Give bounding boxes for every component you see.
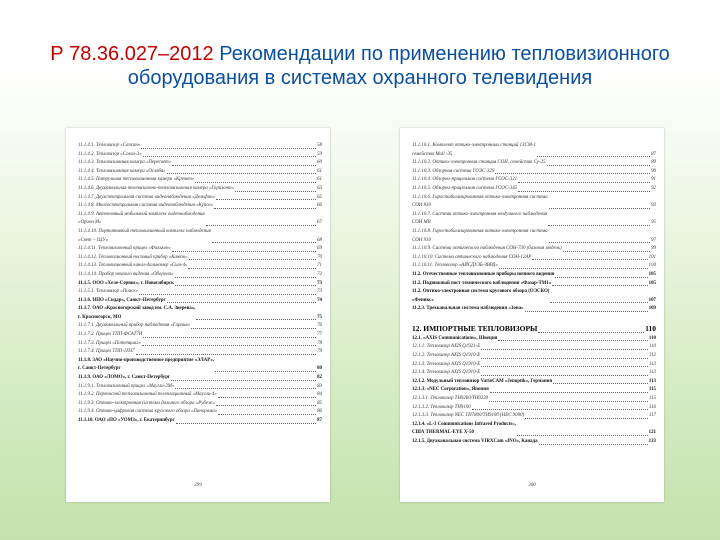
toc-entry-text: 11.1.10.6. Гиростабилизированная оптико-электронная система СОН 830 [412,194,548,209]
toc-entry-text: 11.1.5. ООО «Хеле-Сервис», г. Новосибирск [78,280,174,286]
toc-entry [412,412,656,421]
toc-entry-page: 121 [648,430,656,436]
toc-entry-text: 11.2.3. Трехканальная система наблюдения «Зона» [412,306,524,312]
toc-entry-page: 61 [317,168,322,174]
toc-entry-page: 83 [317,383,322,389]
toc-entry [78,159,322,168]
toc-entry-text: 12.1.3.1. Тепловизор ТН9260/ТН9230 [412,396,489,402]
toc-leader-dots [143,156,317,157]
toc-entry-text: 11.1.4.12. Тепловизионный носимый прибор «Канюк» [78,254,188,260]
toc-entry [412,378,656,387]
toc-entry [78,400,322,409]
toc-entry-text: 12.1.3.2. Тепловизор ТН9100 [412,404,471,410]
toc-entry-text: 11.1.10.10. Система оптического наблюдения СОН-12АР [412,254,532,260]
toc-entry-text: 11.1.4.5. Патрульная тепловизионная камера «Кречет» [78,177,195,183]
toc-entry-text: 11.1.4.1. Тепловизор «Сапсан» [78,143,141,148]
toc-leader-dots [171,380,316,381]
toc-entry-page: 105 [648,271,656,277]
toc-entry [412,228,656,245]
toc-leader-dots [481,366,648,367]
toc-leader-dots [172,165,316,166]
toc-leader-dots [141,148,316,149]
toc-entry-page: 58 [317,143,322,148]
toc-leader-dots [216,199,316,200]
toc-entry-page: 110 [648,335,656,341]
toc-leader-dots [537,156,650,157]
toc-entry-page: 71 [317,263,322,269]
toc-entry-page: 109 [648,306,656,312]
toc-entry-page: 115 [648,387,656,393]
toc-entry-page: 84 [317,392,322,398]
toc-leader-dots [549,208,651,209]
toc-entry-page: 89 [651,160,656,166]
toc-entry-page: 117 [649,413,656,419]
toc-entry [412,159,656,168]
toc-entry-page: 85 [317,400,322,406]
toc-entry-page: 72 [317,271,322,277]
toc-leader-dots [206,225,317,226]
toc-leader-dots [218,397,316,398]
toc-list-left [78,142,322,426]
toc-entry [78,374,322,383]
toc-entry [412,352,656,361]
toc-entry-page: 104 [648,263,656,269]
toc-entry [78,391,322,400]
toc-entry-text: 11.1.10.9. Система оптического наблюдения СОН-730 (базовая модель) [412,246,562,252]
toc-entry-page: 107 [648,297,656,303]
toc-entry [412,280,656,289]
toc-entry [78,322,322,331]
toc-entry [78,245,322,254]
toc-entry-page: 92 [651,185,656,191]
toc-leader-dots [525,311,648,312]
toc-entry-text: 11.1.4.13. Тепловизионный канал-дальномер «Сыч-4» [78,263,188,269]
toc-leader-dots [235,191,316,192]
toc-entry-text: 11.1.7.2. Прицел ТПП-ФСАТ7И [78,332,143,338]
toc-entry-text: 11.1.8. ЗАО «Научно-производственное предприятие «ЭЛАР», г. Санкт-Петербург [78,357,214,372]
toc-entry-text: 11.1.4.10. Портативный тепловизионный комплекс наблюдения «Свет – 1ЦУ» [78,228,211,243]
toc-entry-page: 91 [651,177,656,183]
toc-entry-text: 11.1.10.11. Тепловизор «АЙСДУЗЬ-ЗВРД» [412,263,498,269]
toc-leader-dots [196,319,316,320]
toc-entry-page: 116 [649,404,656,410]
toc-entry [78,142,322,151]
toc-entry-text: 11.1.4.2. Тепловизор «Сокол-3» [78,151,142,157]
page-number-right: 300 [528,483,536,488]
toc-entry [78,151,322,160]
toc-entry-text: 12.1.1. Тепловизор AXIS Q1921-E [412,344,481,350]
toc-entry-text: 11.1.10.8. Гиростабилизированная оптико-электронная система СОН 910 [412,228,548,243]
toc-entry-page: 75 [317,314,322,320]
toc-leader-dots [191,328,316,329]
toc-entry [412,211,656,228]
toc-entry-page: 133 [648,439,656,444]
toc-leader-dots [518,182,650,183]
toc-entry [412,168,656,177]
toc-entry [78,228,322,245]
toc-entry [412,142,656,159]
toc-entry [78,331,322,340]
toc-entry [412,404,656,413]
toc-leader-dots [216,405,316,406]
toc-entry [412,245,656,254]
toc-entry-page: 87 [317,418,322,423]
toc-entry-text: 11.1.5.1. Тепловизор «Поиск» [78,289,139,295]
toc-entry-text: 11.1.9.1. Тепловизионный прицел «Маугли-2М» [78,383,175,389]
toc-entry-text: 12.1.3.3. Тепловизор NEC ТН7800/ТН9100 (НЕС 9000) [412,413,525,419]
toc-entry-text: 11.2. Оптико-электронная система кругового обзора (ОЭСКО) «Феникс» [412,289,550,303]
toc-leader-dots [212,242,316,243]
toc-leader-dots [218,414,316,415]
toc-entry-page: 93 [651,203,656,209]
toc-entry-text: 11.1.4.11. Тепловизионный прицел «Фалькон» [78,246,171,252]
toc-entry [78,262,322,271]
toc-entry [78,408,322,417]
toc-entry-page: 61 [317,177,322,183]
toc-leader-dots [139,294,316,295]
toc-entry [78,288,322,297]
toc-entry-text: 11.1.9.2. Переносной тепловизионный пеленгационный «Маугли-4» [78,392,217,398]
toc-leader-dots [539,444,648,445]
toc-entry-text: 11.1.9.4. Оптико-цифровая система кругового обзора «Панорама» [78,409,218,415]
toc-entry-text: 11.1.9. ОАО «ЛОМО», г. Санкт-Петербург [78,375,171,381]
toc-entry-text: 11.1.10.5. Обзорно-прицельная система ГОЭС-345 [412,185,518,191]
toc-entry [78,185,322,194]
toc-leader-dots [517,435,648,436]
toc-leader-dots [172,251,316,252]
toc-entry-text: 11.1.7.3. Прицел «Потенциал» [78,340,141,346]
toc-leader-dots [167,302,316,303]
toc-entry [412,288,656,305]
toc-entry-text: 11.2. Подвижный пост технического наблюдения «Фазар-ТМ1» [412,280,552,286]
toc-entry-text: 12.1.4. «L-3 Communications Infrared Products», США THERMAL-EYE X-50 [412,421,516,436]
toc-entry [78,280,322,289]
toc-entry-text: 11.1.6. НПО «Сидар», Санкт–Петербург [78,297,166,303]
toc-entry-page: 79 [317,349,322,355]
toc-entry-page: 87 [651,151,656,157]
toc-entry-page: 65 [317,194,322,200]
toc-entry-text: 11.1.10. ОАО «ПО «УОМЗ», г. Екатеринбург [78,418,175,423]
toc-entry-text: 11.1.4.14. Прибор ночного видения «Оборона» [78,271,174,277]
toc-entry [412,335,656,344]
toc-entry [412,395,656,404]
toc-entry [78,297,322,306]
toc-entry-page: 63 [317,185,322,191]
toc-entry-text: 11.1.9.3. Оптико-электронная система дальнего обзора «Рубеж» [78,400,215,406]
toc-entry-page: 113 [648,378,656,384]
toc-entry-page: 59 [317,151,322,157]
toc-leader-dots [472,409,648,410]
toc-leader-dots [481,358,648,359]
toc-entry [412,361,656,370]
toc-entry-text: 12. ИМПОРТНЫЕ ТЕПЛОВИЗОРЫ [412,323,538,333]
toc-entry-text: 11.2. Отечественные тепловизионные приборы ночного видения [412,271,555,277]
toc-leader-dots [481,349,648,350]
toc-entry-text: 11.1.7.4. Прицел ТПП-1ПЗ7 [78,349,135,355]
page-number-left: 299 [194,483,202,488]
toc-entry [78,357,322,374]
toc-leader-dots [481,375,648,376]
toc-entry [412,421,656,438]
toc-entry [412,322,656,335]
toc-entry [78,305,322,322]
toc-entry [78,168,322,177]
toc-entry-text: 12.1.2. Тепловизор AXIS Q1910-E [412,353,481,359]
toc-leader-dots [548,225,650,226]
toc-entry-text: 11.1.4.8. Многоспектральная система видеонаблюдения «Купол» [78,203,214,209]
toc-entry-page: 110 [645,323,656,333]
toc-entry-page: 110 [649,344,656,350]
toc-entry [412,185,656,194]
toc-leader-dots [167,173,317,174]
toc-entry-page: 90 [651,168,656,174]
toc-leader-dots [538,332,644,333]
toc-leader-dots [495,173,650,174]
toc-leader-dots [188,268,316,269]
toc-entry [412,369,656,378]
toc-entry-page: 60 [317,160,322,166]
toc-leader-dots [499,268,648,269]
toc-entry-text: 12.1. «AXIS Communications», Швеция [412,335,498,341]
toc-entry-text: 12.1.2. Модульный тепловизор VarioCAM «Jenoptik», Германия [412,378,553,384]
toc-entry-page: 74 [317,297,322,303]
toc-leader-dots [498,340,648,341]
toc-entry-page: 101 [648,254,656,260]
toc-leader-dots [555,277,647,278]
toc-leader-dots [175,388,316,389]
toc-entry-text: 11.1.7.1. Двухканальный прибор наблюдения «Гарпия» [78,323,191,329]
toc-entry-text: 12.1.3. Тепловизор AXIS Q1910-E [412,361,481,367]
toc-entry-page: 70 [317,254,322,260]
toc-entry-page: 69 [317,246,322,252]
toc-leader-dots [143,337,316,338]
toc-entry [78,417,322,426]
toc-entry-text: 11.1.4.7. Двухспектральная система видеонаблюдения «Дельфин» [78,194,215,200]
toc-entry [78,340,322,349]
toc-entry [78,176,322,185]
toc-entry-text: 12.1.5. Двухканальная система VIRXCam «INO», Канада [412,439,538,444]
toc-leader-dots [175,277,317,278]
title-text: Рекомендации по применению тепловизионного оборудования в системах охранного телевидения [127,43,670,89]
toc-entry-page: 68 [317,237,322,243]
toc-leader-dots [489,401,648,402]
toc-entry-page: 99 [651,246,656,252]
toc-entry-text: 11.1.4.3. Тепловизионная камера «Пересвет» [78,160,172,166]
toc-entry-page: 82 [317,375,322,381]
toc-entry-page: 67 [317,220,322,226]
toc-entry-page: 95 [651,220,656,226]
toc-entry [78,211,322,228]
toc-entry-text: 11.1.10.7. Система оптико-электронная воздушного наблюдения СОН МВ [412,211,548,226]
toc-entry-text: 11.1.10.2. Оптико-электронная станция СОН, семейства Су-25 [412,160,546,166]
toc-leader-dots [550,302,647,303]
toc-entry [412,176,656,185]
toc-leader-dots [525,418,648,419]
toc-leader-dots [549,242,651,243]
toc-entry [78,254,322,263]
toc-entry-page: 86 [317,409,322,415]
toc-entry-page: 97 [651,237,656,243]
toc-entry-page: 66 [317,203,322,209]
toc-leader-dots [189,259,317,260]
toc-leader-dots [175,285,316,286]
toc-entry [412,254,656,263]
toc-entry [412,262,656,271]
toc-leader-dots [136,354,316,355]
toc-entry [78,348,322,357]
standard-code: Р 78.36.027–2012 [50,43,214,65]
toc-entry [78,383,322,392]
toc-entry [412,386,656,395]
toc-entry-text: 11.1.10.4. Обзорно-прицельная система ГОЭС-321 [412,177,518,183]
toc-leader-dots [518,191,650,192]
toc-leader-dots [532,259,647,260]
toc-entry [412,271,656,280]
toc-leader-dots [195,182,316,183]
toc-leader-dots [547,165,651,166]
toc-entry-text: 12.1.4. Тепловизор AXIS Q1910-E [412,370,481,376]
toc-leader-dots [552,285,647,286]
toc-entry-text: 11.1.10.3. Обзорная система ГОЭС-329 [412,168,495,174]
toc-entry-text: 11.1.4.9. Автономный мобильный комплекс видеонаблюдения «Орион М» [78,211,205,226]
toc-entry-page: 73 [317,289,322,295]
toc-entry-text: 11.1.7. ОАО «Красногорский завод им. С.А. Зверева», г. Красногорск, МО [78,306,196,320]
toc-leader-dots [553,383,648,384]
toc-list-right [412,142,656,447]
toc-entry [412,343,656,352]
toc-entry-page: 113 [649,370,656,376]
toc-leader-dots [176,423,316,424]
toc-entry-text: 11.1.4.6. Двухканальная телевизионно-тепловизионная камера «Горизонт» [78,185,234,191]
toc-entry-page: 105 [648,280,656,286]
toc-entry-page: 112 [649,353,656,359]
document-page-left [66,128,330,502]
toc-leader-dots [215,371,316,372]
toc-entry-text: 11.1.10.1. Комплект оптико-электронных станций 13СМ-1 семейства Mull -35 [412,143,536,157]
toc-entry [412,438,656,447]
toc-entry [78,271,322,280]
toc-entry-text: 12.1.3. «NEC Corporation», Япония [412,387,489,393]
toc-entry-page: 113 [649,361,656,367]
toc-leader-dots [563,251,651,252]
toc-entry [412,194,656,211]
document-page-right [400,128,664,502]
toc-entry-text: 11.1.4.4. Тепловизионная камера «Ослябя» [78,168,166,174]
toc-leader-dots [214,208,316,209]
toc-leader-dots [142,345,316,346]
toc-entry [78,194,322,203]
toc-entry-page: 77 [317,332,322,338]
slide-title [30,42,690,90]
toc-entry-page: 73 [317,280,322,286]
toc-entry-page: 115 [649,396,656,402]
toc-leader-dots [490,392,648,393]
toc-entry [78,202,322,211]
toc-entry-page: 80 [317,366,322,372]
toc-entry-page: 76 [317,323,322,329]
toc-entry [412,305,656,314]
toc-entry-page: 78 [317,340,322,346]
